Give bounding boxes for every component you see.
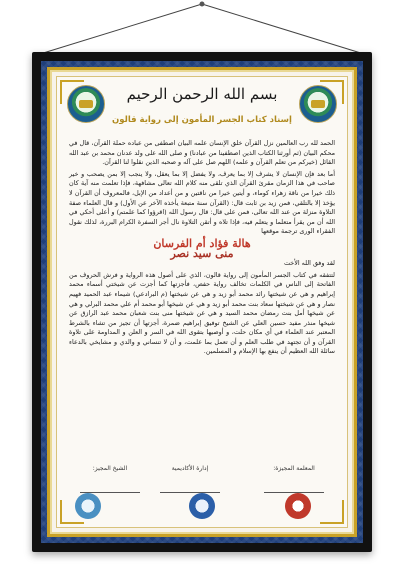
paragraph-grant-intro: لقد وفق الله الأخت bbox=[283, 259, 335, 268]
red-seal-icon bbox=[285, 493, 311, 519]
certificate-paper bbox=[56, 76, 348, 528]
certificate-subject: إسناد كتاب الجسر المأمون إلى رواية قالون bbox=[112, 115, 292, 125]
academy-logo-icon bbox=[67, 85, 105, 123]
academy-logo-icon bbox=[299, 85, 337, 123]
academy-admin-block bbox=[147, 465, 233, 493]
seal-row bbox=[67, 493, 337, 521]
picture-frame bbox=[32, 52, 372, 552]
student-name-line-2: منى سيد نصر bbox=[170, 246, 234, 260]
sheikh-signature-block bbox=[67, 465, 153, 493]
blue-mat-border bbox=[41, 61, 363, 543]
student-name-line-1: هالة فؤاد أم الفرسان bbox=[153, 236, 251, 250]
paragraph-intro: أما بعد فإن الإنسان لا يشرف إلا بما يعرف، ولا يفضل إلا بما يعقل، ولا ينجب إلا بمن يصحب و خير صاحب في هذا الزمان مقرئ القرآن الذي تلقى منه كلام الله تعالى مشافهة، فإذا تعلمت منه آية كان ذلك خيرا من ناقة زهراء كوماء، و أيتين خيرا من ناقتين و من أعداد من الإبل، فالمعروف أن القرآن لا يؤخذ إلا بالتلقي، فمن زيد بن ثابت قال: (القرآن سنة متبعة يأخذه الآخر عن الأول) و قال العلماء صفة التلاوة منزلة من عند الله تعالى، فمن على قال: قال رسول الله (اقرؤوا كما علمتم) و أعلى أحكي في الله أن من يقرأ متعلما و يتعلم فيه، فإذا تلاه و أتقن التلاوة نال أجر السفرة الكرام البررة، لذلك نقول الفقراء الورى ترجمة موقعها bbox=[69, 169, 335, 236]
certificate-footer bbox=[67, 465, 337, 521]
sheikh-title: الشيخ المجيز: bbox=[92, 465, 128, 472]
sheikh-signature bbox=[80, 474, 140, 493]
paragraph-opening: الحمد لله رب العالمين نزل القرآن خلق الإنسان علمه البيان اصطفى من عباده حملة القرآن، قال في محكم البيان (ثم أورثنا الكتاب الذين اصطفينا من عبادنا) و صلى الله على ولد عدنان محمد بن عبد الله القائل (خيركم من تعلم القرآن و علمه) اللهم صل على آله و صحبه الذين نقلوا لنا القرآن. bbox=[69, 139, 335, 167]
blue-seal-icon bbox=[189, 493, 215, 519]
globe-seal-icon bbox=[75, 493, 101, 519]
teacher-title: المعلمة المجيزة: bbox=[273, 465, 315, 472]
certificate-body bbox=[69, 139, 335, 463]
admin-signature bbox=[160, 474, 220, 493]
academy-admin-title: إدارة الأكاديمية bbox=[171, 465, 209, 472]
gold-border bbox=[47, 67, 357, 537]
certificate-header bbox=[57, 77, 347, 139]
student-name bbox=[69, 236, 335, 260]
basmala: بسم الله الرحمن الرحيم bbox=[126, 85, 278, 103]
teacher-signature-block bbox=[251, 465, 337, 493]
paragraph-chain: لتتفقه في كتاب الجسر المأمون إلى رواية قالون، الذي على أصول هذه الرواية و فرش الحروف من الفاتحة إلى الناس في الكلمات تخالف رواية حفص، فأجزتها كما أجزت عن شيختي أسماء محمد إبراهيم و هي عن شيختها رائد محمد أبو زيد و هي عن شيختها (م البرادعي) شيماء عبد الحميد فهيم نصار و هي عن شيختها سعاد بنت محمد أبو زيد و هي عن شيخها أبو محمد أم علي محمد البرلي و هي عن شيخها أمل بنت رمضان محمد السيد و هي عن شيختها منى بنت شعبان محمد عبد الرازق عن شيخها منذر مفيد حسين العلي عن الشيخ توفيق إبراهيم ضمرة، أجزتها أن تجيز من تشاء بالشرط المعتبر عند العلماء في أي مكان حلت، و أوصيها بتقوى الله في السر و العلن و المداومة على تلاوة القرآن و أن تجتهد في طلب العلم و أن تعمل بما علمت، و أن لا تنساني و والدي و مشايخي بالدعاء سائلة الله العظيم أن ينفع بها الإسلام و المسلمين. bbox=[69, 270, 335, 356]
teacher-signature bbox=[264, 474, 324, 493]
